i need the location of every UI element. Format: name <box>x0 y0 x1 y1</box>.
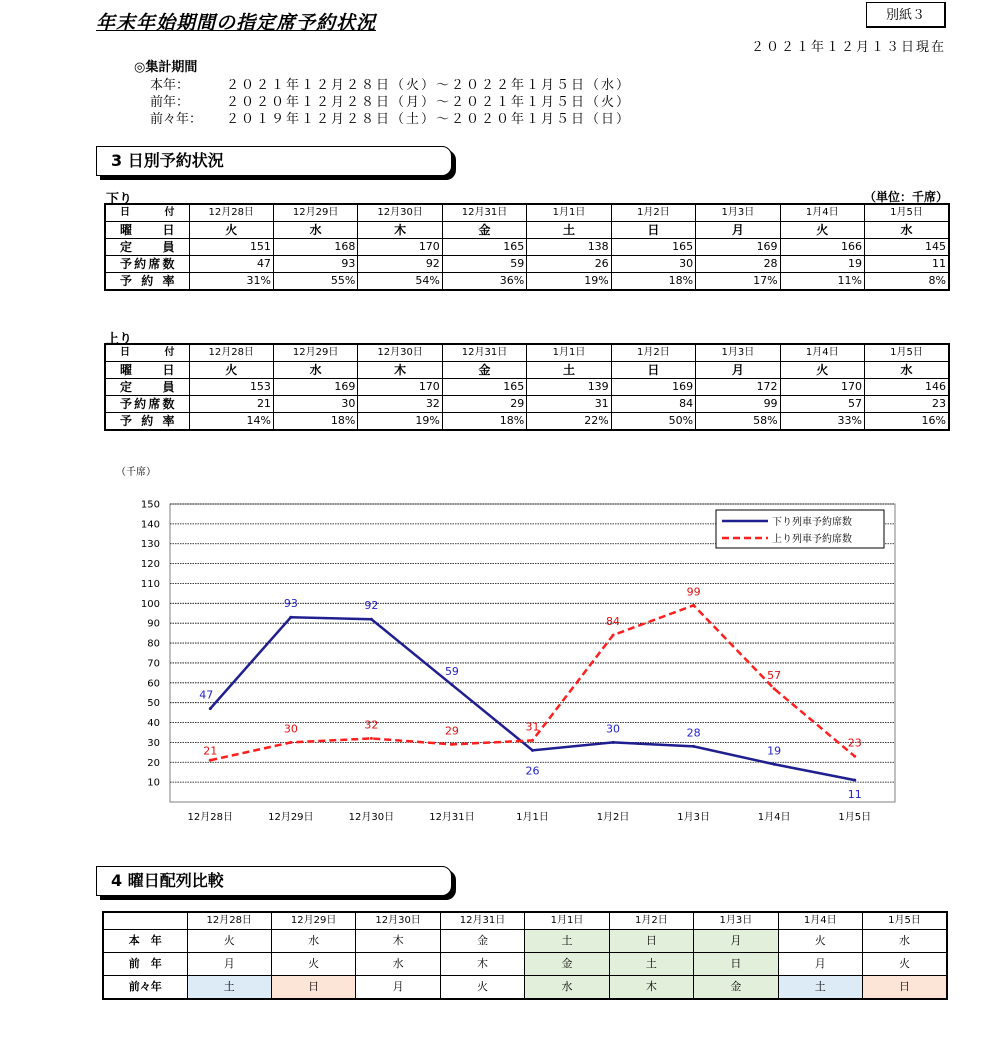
down-cell-dates: 12月29日 <box>273 204 357 222</box>
period-label: 前々年： <box>150 112 203 127</box>
x-tick-label: 12月28日 <box>187 812 234 823</box>
data-label-up: 99 <box>686 585 701 599</box>
period-row-prev2 <box>150 108 631 127</box>
up-cell-reserved: 30 <box>273 396 357 413</box>
up-cell-capacity: 165 <box>442 379 526 396</box>
up-cell-reserved: 99 <box>696 396 780 413</box>
down-cell-rate: 17% <box>696 273 780 291</box>
down-cell-dates: 1月3日 <box>696 204 780 222</box>
up-cell-dow: 日 <box>611 362 695 379</box>
up-cell-dow: 水 <box>865 362 950 379</box>
cmp-weekday-cell: 金 <box>440 930 524 953</box>
cmp-date-cell: 12月29日 <box>271 912 355 930</box>
down-cell-dow: 火 <box>780 222 864 239</box>
cmp-weekday-cell: 土 <box>187 976 271 1000</box>
x-tick-label: 12月29日 <box>268 812 314 823</box>
y-tick-label: 30 <box>147 737 160 749</box>
data-point-up <box>450 743 453 746</box>
down-cell-rate: 54% <box>358 273 442 291</box>
data-point-down <box>773 763 776 766</box>
up-cell-reserved: 21 <box>189 396 273 413</box>
up-cell-dow: 木 <box>358 362 442 379</box>
down-cell-rate: 18% <box>611 273 695 291</box>
down-cell-dates: 1月1日 <box>527 204 611 222</box>
row-header: 曜 日 <box>105 222 189 239</box>
down-cell-dow: 水 <box>273 222 357 239</box>
y-tick-label: 120 <box>140 559 160 571</box>
down-cell-rate: 8% <box>865 273 950 291</box>
cmp-row <box>103 930 947 953</box>
down-cell-dates: 12月31日 <box>442 204 526 222</box>
x-tick-label: 12月31日 <box>429 812 475 823</box>
cmp-date-cell: 12月28日 <box>187 912 271 930</box>
down-cell-capacity: 138 <box>527 239 611 256</box>
cmp-row <box>103 976 947 1000</box>
up-cell-capacity: 169 <box>273 379 357 396</box>
cmp-weekday-cell: 火 <box>271 953 355 976</box>
down-cell-capacity: 165 <box>442 239 526 256</box>
data-label-up: 57 <box>767 668 782 682</box>
down-cell-dates: 1月5日 <box>865 204 950 222</box>
as-of-date: ２０２１年１２月１３日現在 <box>750 40 946 55</box>
up-cell-rate: 50% <box>611 413 695 431</box>
up-cell-reserved: 29 <box>442 396 526 413</box>
up-cell-capacity: 139 <box>527 379 611 396</box>
up-cell-dow: 金 <box>442 362 526 379</box>
period-label: 前年： <box>150 95 190 110</box>
cmp-weekday-cell: 土 <box>778 976 862 1000</box>
down-cell-capacity: 145 <box>865 239 950 256</box>
up-row-reserved <box>105 396 949 413</box>
data-label-up: 21 <box>203 744 218 758</box>
cmp-weekday-cell: 金 <box>525 953 609 976</box>
chart-unit-label: （千席） <box>116 467 156 478</box>
up-cell-capacity: 170 <box>780 379 864 396</box>
x-tick-label: 1月5日 <box>838 812 872 823</box>
up-cell-dates: 1月4日 <box>780 344 864 362</box>
up-cell-rate: 58% <box>696 413 780 431</box>
cmp-date-cell: 1月4日 <box>778 912 862 930</box>
y-tick-label: 100 <box>140 598 160 610</box>
row-header: 予約率 <box>105 273 189 291</box>
cmp-weekday-cell: 木 <box>356 930 440 953</box>
data-label-down: 93 <box>283 597 298 611</box>
cmp-weekday-cell: 日 <box>271 976 355 1000</box>
cmp-weekday-cell: 火 <box>187 930 271 953</box>
cmp-weekday-cell: 火 <box>440 976 524 1000</box>
cmp-weekday-cell: 水 <box>271 930 355 953</box>
row-header: 予約席数 <box>105 256 189 273</box>
down-cell-dates: 1月4日 <box>780 204 864 222</box>
down-cell-reserved: 93 <box>273 256 357 273</box>
y-tick-label: 110 <box>140 578 160 590</box>
cmp-weekday-cell: 日 <box>863 976 948 1000</box>
y-tick-label: 140 <box>140 519 160 531</box>
cmp-date-cell: 12月31日 <box>440 912 524 930</box>
cmp-weekday-cell: 火 <box>778 930 862 953</box>
cmp-weekday-cell: 月 <box>694 930 778 953</box>
up-cell-dates: 1月5日 <box>865 344 950 362</box>
up-cell-capacity: 169 <box>611 379 695 396</box>
cmp-weekday-cell: 月 <box>356 976 440 1000</box>
up-cell-dow: 火 <box>780 362 864 379</box>
data-point-up <box>370 737 373 740</box>
x-tick-label: 1月3日 <box>677 812 710 823</box>
cmp-weekday-cell: 水 <box>525 976 609 1000</box>
cmp-weekday-cell: 水 <box>356 953 440 976</box>
down-cell-rate: 36% <box>442 273 526 291</box>
data-point-up <box>692 604 695 607</box>
cmp-weekday-cell: 日 <box>694 953 778 976</box>
up-cell-capacity: 172 <box>696 379 780 396</box>
up-cell-capacity: 146 <box>865 379 950 396</box>
data-label-up: 30 <box>283 722 298 736</box>
row-header: 予約席数 <box>105 396 189 413</box>
y-tick-label: 40 <box>147 718 160 730</box>
cmp-row <box>103 953 947 976</box>
up-cell-dow: 水 <box>273 362 357 379</box>
y-tick-label: 130 <box>140 539 160 551</box>
up-cell-reserved: 84 <box>611 396 695 413</box>
cmp-date-cell: 12月30日 <box>356 912 440 930</box>
y-tick-label: 90 <box>147 618 160 630</box>
down-cell-dow: 月 <box>696 222 780 239</box>
row-header: 日 付 <box>105 204 189 222</box>
data-point-down <box>853 779 856 782</box>
up-cell-reserved: 32 <box>358 396 442 413</box>
row-header: 曜 日 <box>105 362 189 379</box>
row-header: 予約率 <box>105 413 189 431</box>
up-table <box>104 343 950 431</box>
up-label: 上り <box>106 332 133 347</box>
up-cell-rate: 14% <box>189 413 273 431</box>
down-cell-reserved: 26 <box>527 256 611 273</box>
data-label-down: 30 <box>606 722 621 736</box>
down-row-rate <box>105 273 949 291</box>
up-cell-dates: 1月3日 <box>696 344 780 362</box>
cmp-weekday-cell: 月 <box>187 953 271 976</box>
down-row-reserved <box>105 256 949 273</box>
down-row-capacity <box>105 239 949 256</box>
reservation-line-chart <box>0 480 1000 830</box>
up-cell-rate: 18% <box>273 413 357 431</box>
up-row-capacity <box>105 379 949 396</box>
data-label-down: 47 <box>199 688 214 702</box>
cmp-weekday-cell: 土 <box>525 930 609 953</box>
up-cell-dow: 月 <box>696 362 780 379</box>
up-row-rate <box>105 413 949 431</box>
up-cell-reserved: 57 <box>780 396 864 413</box>
up-cell-reserved: 31 <box>527 396 611 413</box>
up-row-dow <box>105 362 949 379</box>
data-point-down <box>531 749 534 752</box>
down-label: 下り <box>106 192 133 207</box>
up-cell-rate: 18% <box>442 413 526 431</box>
up-cell-reserved: 23 <box>865 396 950 413</box>
y-tick-label: 20 <box>147 757 160 769</box>
down-cell-dates: 12月28日 <box>189 204 273 222</box>
up-cell-dow: 土 <box>527 362 611 379</box>
down-cell-capacity: 168 <box>273 239 357 256</box>
attachment-tag: 別紙３ <box>866 2 946 28</box>
up-cell-dates: 12月29日 <box>273 344 357 362</box>
down-cell-rate: 11% <box>780 273 864 291</box>
down-cell-capacity: 170 <box>358 239 442 256</box>
data-label-down: 11 <box>847 788 862 802</box>
cmp-header-row <box>103 912 947 930</box>
down-cell-dow: 日 <box>611 222 695 239</box>
down-cell-reserved: 30 <box>611 256 695 273</box>
data-label-down: 28 <box>686 726 701 740</box>
data-point-up <box>531 739 534 742</box>
cmp-weekday-cell: 金 <box>694 976 778 1000</box>
data-point-up <box>209 759 212 762</box>
unit-label: （単位：千席） <box>863 190 948 204</box>
data-point-down <box>289 616 292 619</box>
data-label-down: 19 <box>767 744 782 758</box>
cmp-weekday-cell: 火 <box>863 953 948 976</box>
down-cell-rate: 55% <box>273 273 357 291</box>
cmp-weekday-cell: 木 <box>440 953 524 976</box>
x-tick-label: 1月2日 <box>596 812 630 823</box>
cmp-date-cell: 1月2日 <box>609 912 693 930</box>
data-point-down <box>209 707 212 710</box>
period-value: ２０１９年１２月２８日（土）～２０２０年１月５日（日） <box>226 112 632 127</box>
down-row-dow <box>105 222 949 239</box>
up-cell-rate: 19% <box>358 413 442 431</box>
down-cell-capacity: 166 <box>780 239 864 256</box>
legend-label: 下り列車予約席数 <box>772 517 852 528</box>
period-label: 本年： <box>150 78 190 93</box>
down-cell-rate: 31% <box>189 273 273 291</box>
down-cell-reserved: 59 <box>442 256 526 273</box>
cmp-date-cell: 1月5日 <box>863 912 948 930</box>
data-point-up <box>289 741 292 744</box>
down-cell-capacity: 165 <box>611 239 695 256</box>
cmp-date-cell: 1月3日 <box>694 912 778 930</box>
up-cell-capacity: 170 <box>358 379 442 396</box>
data-point-up <box>612 634 615 637</box>
data-label-up: 29 <box>444 724 459 738</box>
up-cell-dates: 1月1日 <box>527 344 611 362</box>
data-point-down <box>370 618 373 621</box>
cmp-weekday-cell: 水 <box>863 930 948 953</box>
page-title: 年末年始期間の指定席予約状況 <box>96 12 377 34</box>
down-cell-dow: 水 <box>865 222 950 239</box>
row-header: 定 員 <box>105 379 189 396</box>
cmp-weekday-cell: 土 <box>609 953 693 976</box>
down-cell-dates: 12月30日 <box>358 204 442 222</box>
down-cell-rate: 19% <box>527 273 611 291</box>
data-point-down <box>692 745 695 748</box>
down-cell-dates: 1月2日 <box>611 204 695 222</box>
up-cell-capacity: 153 <box>189 379 273 396</box>
legend-label: 上り列車予約席数 <box>772 534 852 545</box>
down-cell-dow: 土 <box>527 222 611 239</box>
data-label-up: 23 <box>847 736 862 750</box>
section-4-heading: 4 曜日配列比較 <box>96 866 452 896</box>
y-tick-label: 50 <box>147 698 160 710</box>
y-tick-label: 150 <box>140 499 160 511</box>
up-cell-rate: 22% <box>527 413 611 431</box>
up-cell-dates: 12月31日 <box>442 344 526 362</box>
cmp-row-header: 前々年 <box>103 976 187 1000</box>
down-row-dates <box>105 204 949 222</box>
data-label-down: 59 <box>444 664 459 678</box>
cmp-row-header: 前 年 <box>103 953 187 976</box>
down-cell-dow: 金 <box>442 222 526 239</box>
down-cell-reserved: 92 <box>358 256 442 273</box>
cmp-weekday-cell: 日 <box>609 930 693 953</box>
period-value: ２０２１年１２月２８日（火）～２０２２年１月５日（水） <box>226 78 632 93</box>
up-cell-dates: 1月2日 <box>611 344 695 362</box>
data-point-down <box>612 741 615 744</box>
corner-cell <box>103 912 187 930</box>
up-cell-dow: 火 <box>189 362 273 379</box>
up-cell-dates: 12月30日 <box>358 344 442 362</box>
up-cell-rate: 33% <box>780 413 864 431</box>
y-tick-label: 60 <box>147 678 160 690</box>
period-heading: ◎集計期間 <box>134 60 198 75</box>
up-cell-rate: 16% <box>865 413 950 431</box>
row-header: 定 員 <box>105 239 189 256</box>
down-cell-dow: 火 <box>189 222 273 239</box>
down-cell-reserved: 28 <box>696 256 780 273</box>
x-tick-label: 1月1日 <box>516 812 549 823</box>
data-label-down: 26 <box>525 764 540 778</box>
plot-area <box>170 504 895 802</box>
data-label-up: 31 <box>525 720 540 734</box>
down-table <box>104 203 950 291</box>
cmp-row-header: 本 年 <box>103 930 187 953</box>
x-tick-label: 1月4日 <box>757 812 791 823</box>
data-label-up: 32 <box>364 718 379 732</box>
up-cell-dates: 12月28日 <box>189 344 273 362</box>
data-point-up <box>853 755 856 758</box>
x-tick-label: 12月30日 <box>348 812 395 823</box>
data-label-up: 84 <box>606 615 621 629</box>
down-cell-reserved: 47 <box>189 256 273 273</box>
period-value: ２０２０年１２月２８日（月）～２０２１年１月５日（火） <box>226 95 632 110</box>
down-cell-capacity: 151 <box>189 239 273 256</box>
up-row-dates <box>105 344 949 362</box>
down-cell-dow: 木 <box>358 222 442 239</box>
down-cell-reserved: 19 <box>780 256 864 273</box>
y-tick-label: 80 <box>147 638 160 650</box>
cmp-weekday-cell: 木 <box>609 976 693 1000</box>
down-cell-capacity: 169 <box>696 239 780 256</box>
cmp-weekday-cell: 月 <box>778 953 862 976</box>
data-label-down: 92 <box>364 599 379 613</box>
data-point-down <box>450 683 453 686</box>
cmp-date-cell: 1月1日 <box>525 912 609 930</box>
y-tick-label: 70 <box>147 658 160 670</box>
down-cell-reserved: 11 <box>865 256 950 273</box>
section-3-heading: 3 日別予約状況 <box>96 146 452 176</box>
y-tick-label: 10 <box>147 777 160 789</box>
weekday-comparison-table <box>102 911 948 1000</box>
data-point-up <box>773 687 776 690</box>
row-header: 日 付 <box>105 344 189 362</box>
